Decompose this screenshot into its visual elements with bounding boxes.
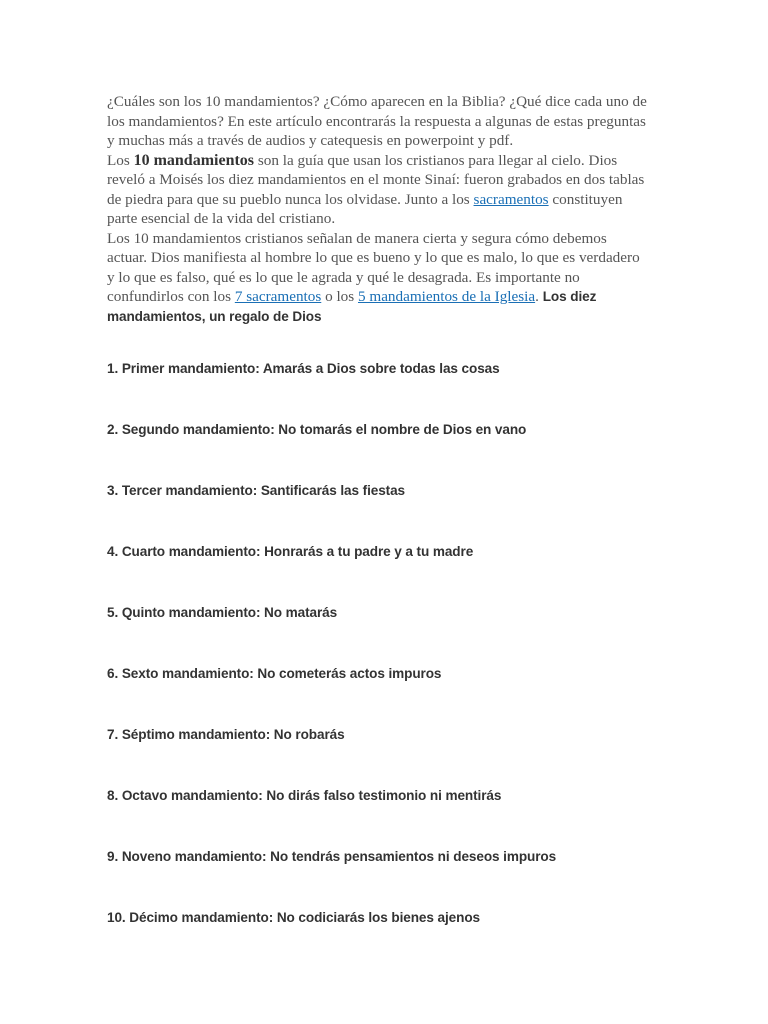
intro-p2-bold: 10 mandamientos <box>133 151 255 169</box>
commandment-8: 8. Octavo mandamiento: No dirás falso testimonio ni mentirás <box>107 788 502 803</box>
sacramentos-link[interactable]: sacramentos <box>473 190 549 208</box>
intro-p2-end: constituyen parte esencial de la vida del cristiano. <box>107 190 623 227</box>
commandment-9: 9. Noveno mandamiento: No tendrás pensamientos ni deseos impuros <box>107 849 557 864</box>
siete-sacramentos-link[interactable]: 7 sacramentos <box>234 288 322 305</box>
commandment-4: 4. Cuarto mandamiento: Honrarás a tu padre y a tu madre <box>107 544 474 559</box>
intro-paragraph-2 <box>107 151 647 229</box>
intro-p2-post: son la guía que usan los cristianos para llegar al cielo. Dios reveló a Moisés los diez mandamientos en el monte Sinaí: fueron grabados en dos tablas de piedra para que su pueblo nunca los olvidase. Junto a los <box>107 151 645 208</box>
section-heading: Los diez mandamientos, un regalo de Dios <box>107 289 597 324</box>
commandment-6: 6. Sexto mandamiento: No cometerás actos impuros <box>107 666 442 681</box>
commandment-10: 10. Décimo mandamiento: No codiciarás los bienes ajenos <box>107 910 480 925</box>
mandamientos-iglesia-link[interactable]: 5 mandamientos de la Iglesia <box>357 288 536 305</box>
commandment-1: 1. Primer mandamiento: Amarás a Dios sobre todas las cosas <box>107 361 500 376</box>
intro-paragraph-1: ¿Cuáles son los 10 mandamientos? ¿Cómo aparecen en la Biblia? ¿Qué dice cada uno de los mandamientos? En este artículo encontrarás la respuesta a algunas de estas preguntas y muchas más a través de audios y catequesis en powerpoint y pdf. <box>107 93 647 149</box>
commandment-3: 3. Tercer mandamiento: Santificarás las fiestas <box>107 483 406 498</box>
intro-p2-pre: Los <box>107 151 134 169</box>
intro-p3-mid: o los <box>321 288 358 305</box>
commandment-7: 7. Séptimo mandamiento: No robarás <box>107 727 345 742</box>
commandment-5: 5. Quinto mandamiento: No matarás <box>107 605 338 620</box>
intro-text <box>107 92 647 326</box>
intro-p3-end: . <box>535 288 543 305</box>
commandment-2: 2. Segundo mandamiento: No tomarás el nombre de Dios en vano <box>107 422 527 437</box>
intro-paragraph-3 <box>107 229 647 327</box>
intro-p3-pre: Los 10 mandamientos cristianos señalan de manera cierta y segura cómo debemos actuar. Dios manifiesta al hombre lo que es bueno y lo que es malo, lo que es verdadero y lo que es falso, qué es lo que le agrada y qué le desagrada. Es importante no confundirlos con los <box>107 229 640 305</box>
